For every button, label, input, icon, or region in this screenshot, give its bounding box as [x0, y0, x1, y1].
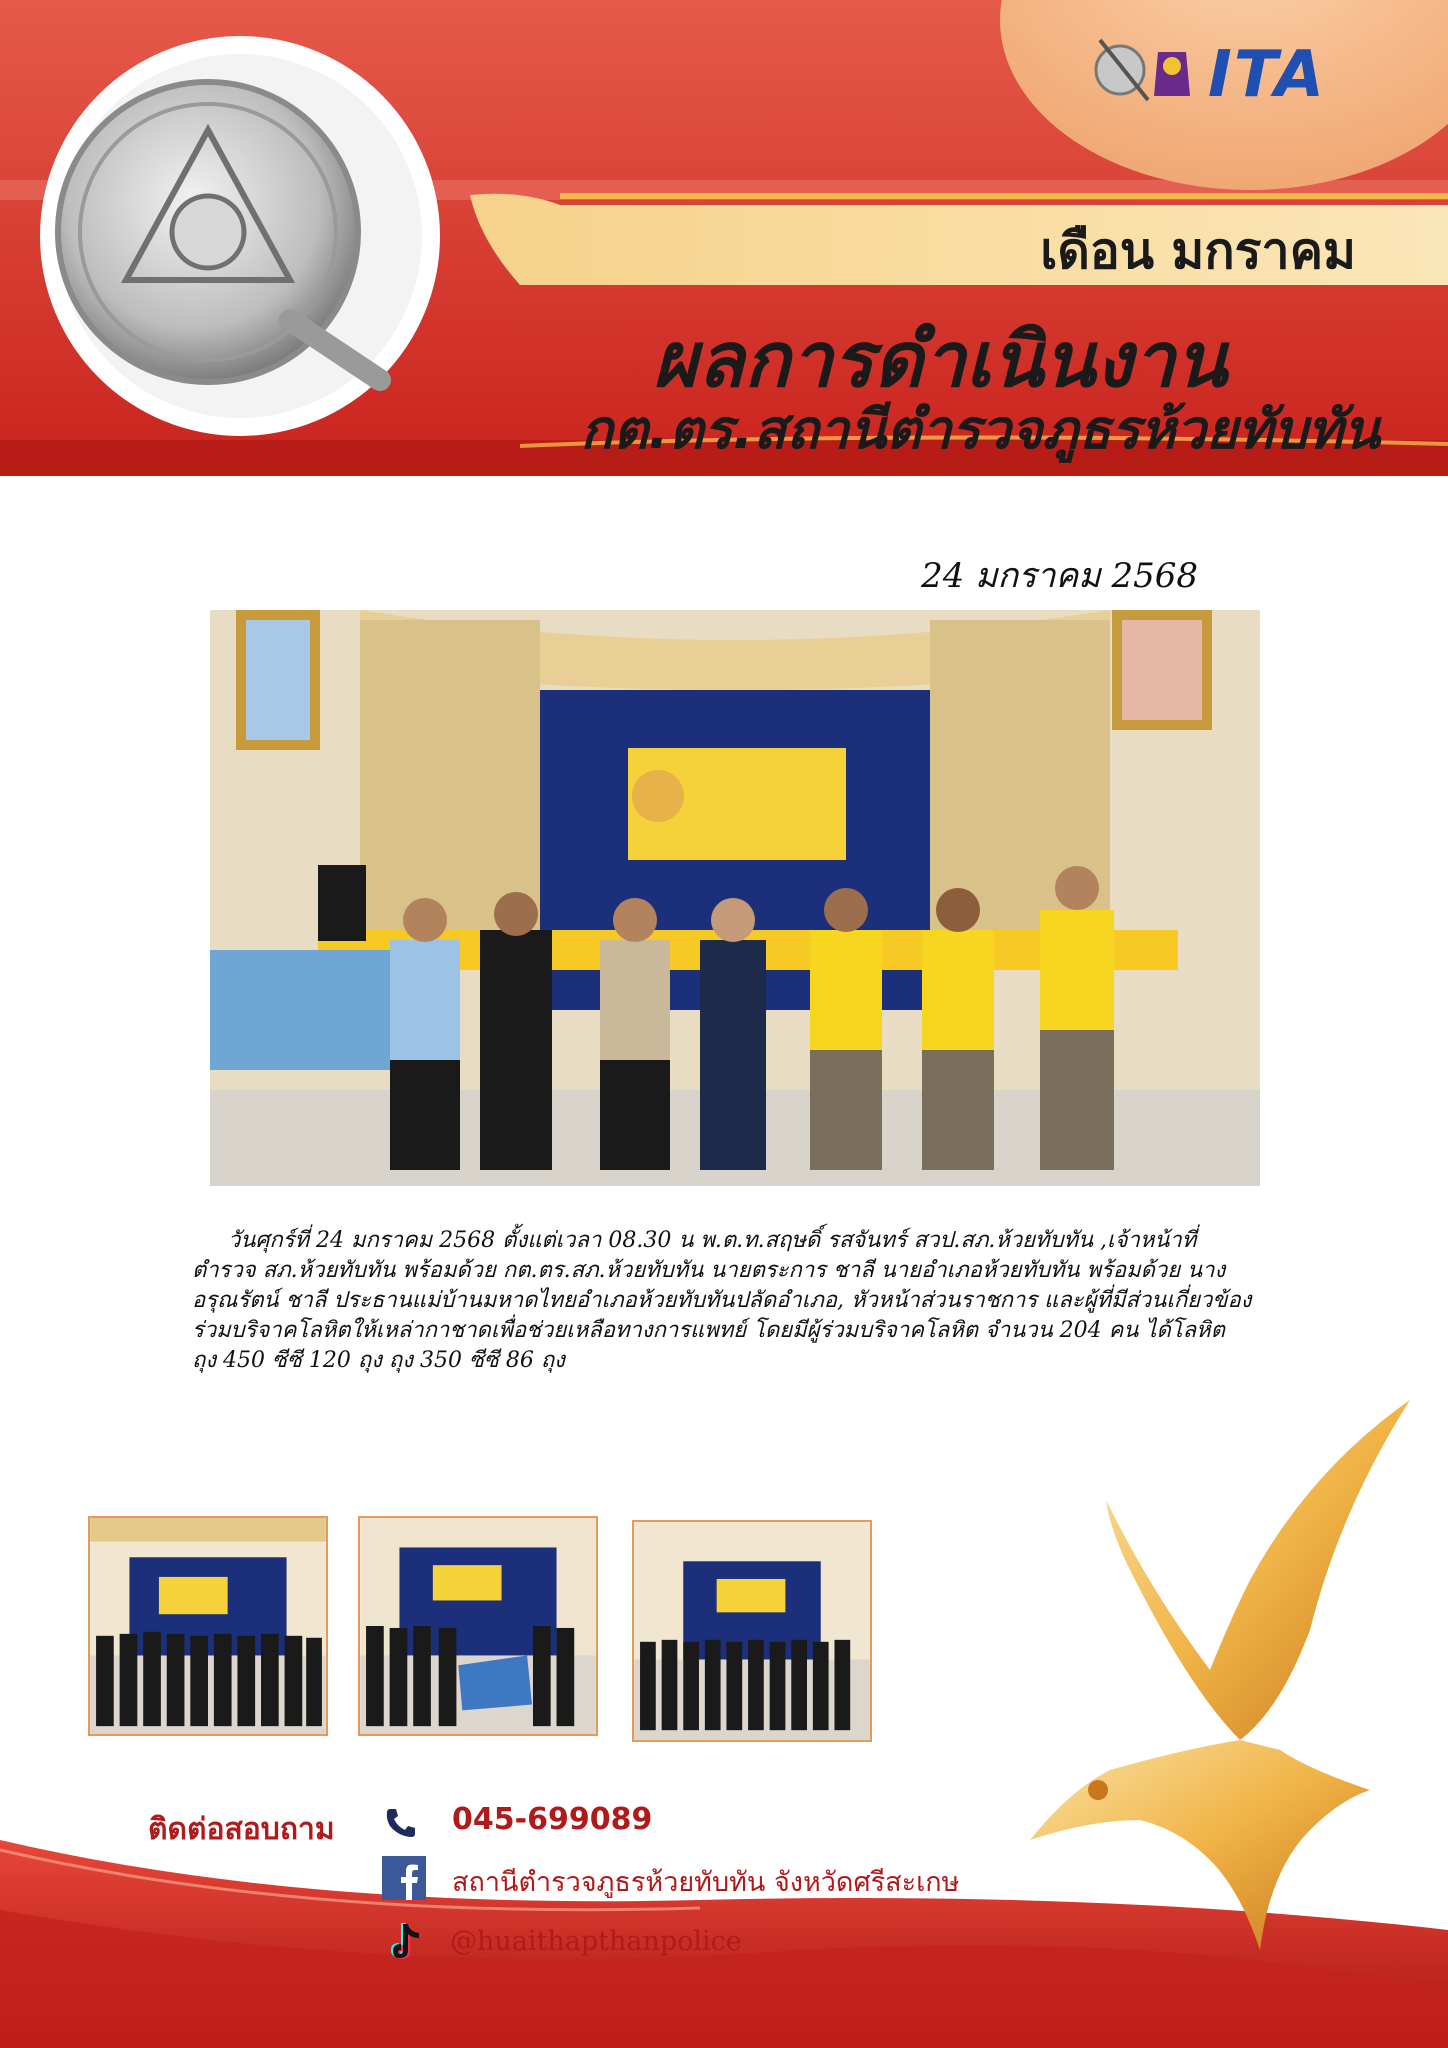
- phone-number[interactable]: 045-699089: [452, 1802, 653, 1837]
- headline-subtitle: กต.ตร.สถานีตำรวจภูธรห้วยทับทัน: [580, 398, 1380, 461]
- eagle-icon: [1010, 1390, 1430, 1990]
- thumbnail-photo[interactable]: [358, 1516, 598, 1736]
- tiktok-icon: [386, 1920, 426, 1964]
- headline-title: ผลการดำเนินงาน: [652, 315, 1228, 404]
- month-label: เดือน มกราคม: [1040, 222, 1356, 280]
- post-body: [192, 1226, 1252, 1376]
- post-date: 24 มกราคม 2568: [921, 556, 1198, 596]
- post-body-text: วันศุกร์ที่ 24 มกราคม 2568 ตั้งแต่เวลา 08.30 น พ.ต.ท.สฤษดิ์ รสจันทร์ สวป.สภ.ห้วยทับทัน ,เจ้าหน้าที่ตำรวจ สภ.ห้วยทับทัน พร้อมด้วย กต.ตร.สภ.ห้วยทับทัน นายตระการ ชาลี นายอำเภอห้วยทับทัน พร้อมด้วย นางอรุณรัตน์ ชาลี ประธานแม่บ้านมหาดไทยอำเภอห้วยทับทันปลัดอำเภอ, หัวหน้าส่วนราชการ และผู้ที่มีส่วนเกี่ยวข้อง ร่วมบริจาคโลหิตให้เหล่ากาชาดเพื่อช่วยเหลือทางการแพทย์ โดยมีผู้ร่วมบริจาคโลหิต จำนวน 204 คน ได้โลหิต ถุง 450 ซีซี 120 ถุง ถุง 350 ซีซี 86 ถุง: [192, 1228, 1252, 1373]
- phone-icon: [384, 1806, 418, 1840]
- ita-logo: ITA: [1208, 38, 1327, 112]
- contact-label: ติดต่อสอบถาม: [148, 1812, 335, 1847]
- tiktok-handle-link[interactable]: @huaithapthanpolice: [450, 1926, 742, 1957]
- main-photo: [210, 610, 1260, 1186]
- facebook-page-link[interactable]: สถานีตำรวจภูธรห้วยทับทัน จังหวัดศรีสะเกษ: [452, 1867, 960, 1898]
- facebook-icon: [382, 1856, 426, 1900]
- thumbnail-photo[interactable]: [632, 1520, 872, 1742]
- thumbnail-photo[interactable]: [88, 1516, 328, 1736]
